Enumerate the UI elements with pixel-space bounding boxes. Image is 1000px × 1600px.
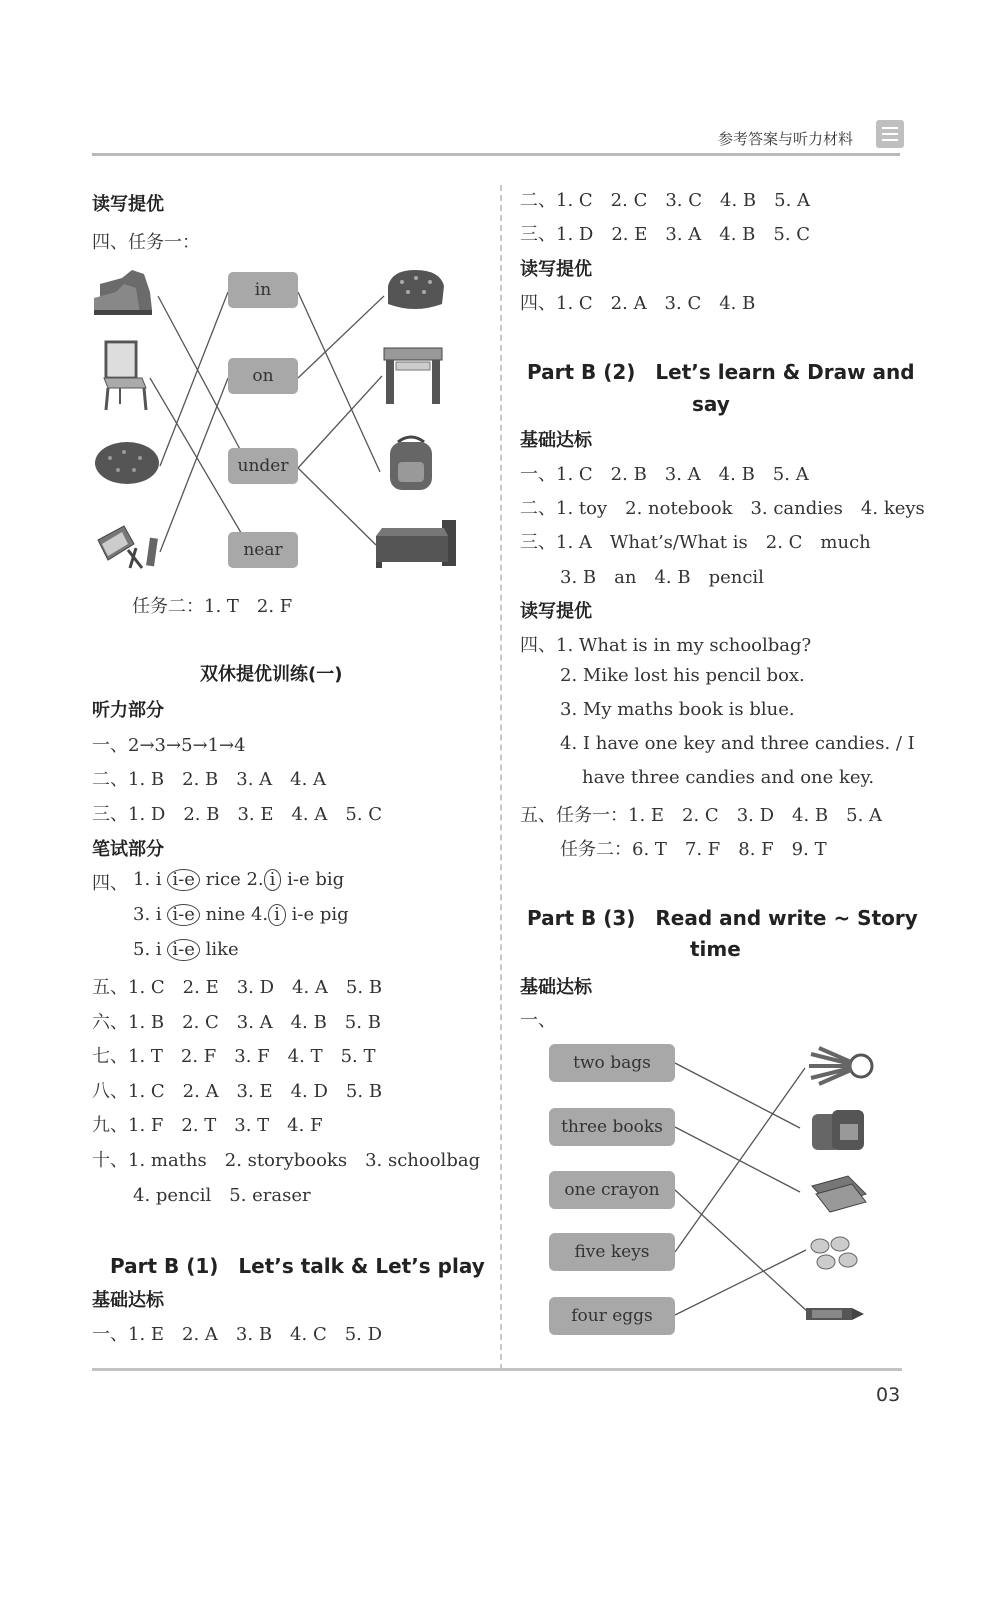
- shoes-icon: [92, 262, 158, 318]
- left-section-heading: 读写提优: [92, 194, 164, 215]
- page-number: 03: [876, 1384, 901, 1406]
- backpack-icon: [384, 432, 438, 494]
- match-line: [298, 468, 376, 545]
- match-word-under: under: [228, 448, 298, 484]
- match-five-keys: five keys: [549, 1233, 675, 1271]
- keys-icon: [805, 1046, 877, 1086]
- eggs-icon: [806, 1232, 862, 1278]
- q4-row: 5. i i-e like: [133, 939, 239, 960]
- b2-line: 一、1. C 2. B 3. A 4. B 5. A: [520, 464, 809, 485]
- b2-rw-line: 2. Mike lost his pencil box.: [560, 665, 805, 686]
- b2-rw-line: have three candies and one key.: [582, 767, 875, 788]
- bags-icon: [808, 1106, 868, 1154]
- match-line: [298, 292, 380, 472]
- circled-answer: i-e: [167, 939, 200, 961]
- pencil-case-icon: [94, 518, 164, 570]
- match-four-eggs: four eggs: [549, 1297, 675, 1335]
- b2-line: 三、1. A What’s/What is 2. C much: [520, 532, 871, 553]
- right-line: 二、1. C 2. C 3. C 4. B 5. A: [520, 190, 811, 211]
- written-line: 七、1. T 2. F 3. F 4. T 5. T: [92, 1046, 376, 1067]
- b2-rw-line: 四、1. What is in my schoolbag?: [520, 635, 812, 656]
- written-line: 九、1. F 2. T 3. T 4. F: [92, 1115, 323, 1136]
- written-line: 五、1. C 2. E 3. D 4. A 5. B: [92, 977, 383, 998]
- b2-line: 3. B an 4. B pencil: [560, 567, 764, 588]
- crayon-icon: [804, 1302, 866, 1326]
- q4-row: 1. i i-e rice 2. i i-e big: [133, 869, 345, 890]
- circled-answer: i-e: [167, 869, 200, 891]
- written-line: 八、1. C 2. A 3. E 4. D 5. B: [92, 1081, 383, 1102]
- b2-basic-heading: 基础达标: [520, 430, 592, 451]
- b3-q1-label: 一、: [520, 1010, 556, 1031]
- match-word-near: near: [228, 532, 298, 568]
- footer-rule: [92, 1368, 902, 1371]
- part-b2-title-cont: say: [692, 392, 730, 416]
- header-title: 参考答案与听力材料: [718, 130, 854, 148]
- listening-line: 三、1. D 2. B 3. E 4. A 5. C: [92, 804, 383, 825]
- match-line: [675, 1190, 808, 1312]
- match-line: [298, 296, 384, 378]
- bed-icon: [372, 518, 462, 570]
- basic-line: 一、1. E 2. A 3. B 4. C 5. D: [92, 1324, 383, 1345]
- cushion-icon: [382, 266, 448, 316]
- match-one-crayon: one crayon: [549, 1171, 675, 1209]
- match-line: [298, 376, 382, 468]
- b2-rw-line: 五、任务一：1. E 2. C 3. D 4. B 5. A: [520, 805, 883, 826]
- listening-line: 一、2→3→5→1→4: [92, 735, 246, 756]
- b2-line: 二、1. toy 2. notebook 3. candies 4. keys: [520, 498, 925, 519]
- right-rw-heading: 读写提优: [520, 259, 592, 280]
- b2-rw-line: 任务二：6. T 7. F 8. F 9. T: [560, 839, 827, 860]
- part-b1-title: Part B (1) Let’s talk & Let’s play: [110, 1254, 485, 1278]
- chair-icon: [100, 340, 148, 412]
- match-word-in: in: [228, 272, 298, 308]
- q4-prefix: 四、: [92, 873, 128, 894]
- pouf-icon: [94, 440, 160, 486]
- task2-line: 任务二：1. T 2. F: [132, 596, 293, 617]
- match-line: [675, 1250, 806, 1315]
- right-rw-line: 四、1. C 2. A 3. C 4. B: [520, 293, 756, 314]
- match-line: [675, 1068, 805, 1252]
- part-b3-title-cont: time: [690, 937, 741, 961]
- basic-heading: 基础达标: [92, 1290, 164, 1311]
- circled-answer: i: [264, 869, 282, 891]
- circled-answer: i-e: [167, 904, 200, 926]
- match-line: [675, 1063, 800, 1128]
- q4-row: 3. i i-e nine 4. i i-e pig: [133, 904, 349, 925]
- match-two-bags: two bags: [549, 1044, 675, 1082]
- match-line: [160, 378, 228, 552]
- match-word-on: on: [228, 358, 298, 394]
- listening-heading: 听力部分: [92, 700, 164, 721]
- unit-title: 双休提优训练(一): [200, 664, 343, 685]
- listening-line: 二、1. B 2. B 3. A 4. A: [92, 769, 327, 790]
- b3-basic-heading: 基础达标: [520, 977, 592, 998]
- match-line: [675, 1127, 800, 1192]
- circled-answer: i: [268, 904, 286, 926]
- left-task-label: 四、任务一：: [92, 232, 200, 253]
- match-three-books: three books: [549, 1108, 675, 1146]
- written-line: 六、1. B 2. C 3. A 4. B 5. B: [92, 1012, 381, 1033]
- b2-rw-line: 4. I have one key and three candies. / I: [560, 733, 915, 754]
- part-b3-title: Part B (3) Read and write ~ Story: [527, 906, 918, 930]
- b2-rw-line: 3. My maths book is blue.: [560, 699, 795, 720]
- b2-rw-heading: 读写提优: [520, 601, 592, 622]
- books-icon: [808, 1172, 870, 1214]
- written-line: 4. pencil 5. eraser: [133, 1185, 311, 1206]
- part-b2-title: Part B (2) Let’s learn & Draw and: [527, 360, 915, 384]
- desk-icon: [382, 344, 444, 406]
- written-heading: 笔试部分: [92, 839, 164, 860]
- written-line: 十、1. maths 2. storybooks 3. schoolbag: [92, 1150, 481, 1171]
- right-line: 三、1. D 2. E 3. A 4. B 5. C: [520, 224, 811, 245]
